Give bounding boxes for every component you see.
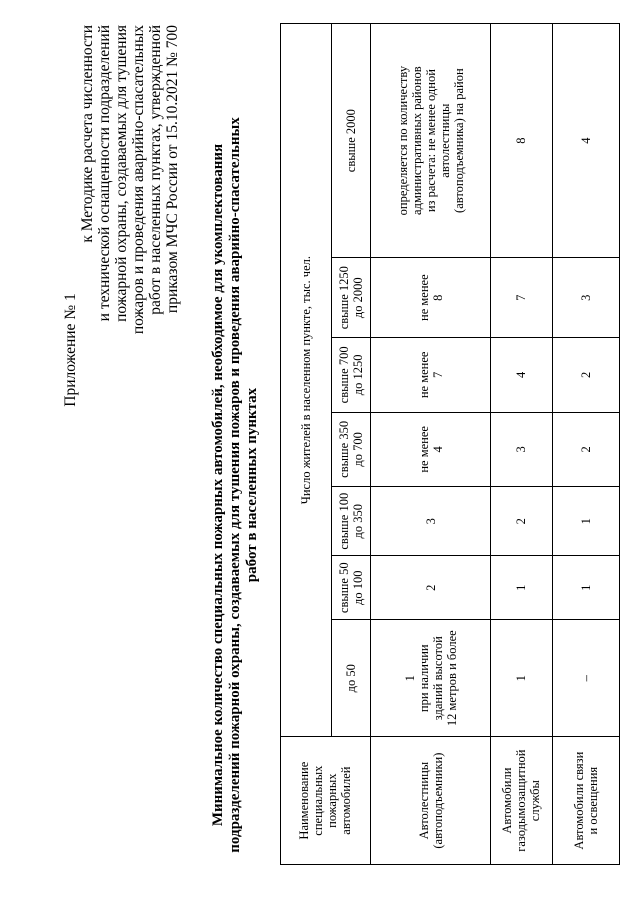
appendix-line: пожарной охраны, создаваемых для тушения bbox=[113, 25, 130, 322]
column-header: свыше 100 до 350 bbox=[332, 487, 371, 556]
table-cell: 7 bbox=[491, 258, 552, 338]
column-header: свыше 1250 до 2000 bbox=[332, 258, 371, 338]
table-cell: 2 bbox=[370, 556, 490, 620]
appendix-line: к Методике расчета численности bbox=[79, 25, 96, 243]
table-cell: 4 bbox=[491, 338, 552, 413]
row-name-cell: Автомобили связи и освещения bbox=[552, 737, 619, 865]
table-cell: 8 bbox=[491, 24, 552, 258]
vehicles-table bbox=[280, 23, 620, 865]
column-header: свыше 700 до 1250 bbox=[332, 338, 371, 413]
table-cell: 3 bbox=[370, 487, 490, 556]
appendix-line: пожаров и проведения аварийно-спасательных bbox=[130, 25, 147, 335]
name-column-header: Наименование специальных пожарных автомобилей bbox=[281, 737, 371, 865]
appendix-line: и технической оснащенности подразделений bbox=[96, 25, 113, 322]
table-header-row bbox=[281, 24, 332, 865]
table-cell: не менее 7 bbox=[370, 338, 490, 413]
column-header: свыше 350 до 700 bbox=[332, 412, 371, 487]
table-row bbox=[491, 24, 552, 865]
table-cell: 2 bbox=[552, 338, 619, 413]
table-cell: 4 bbox=[552, 24, 619, 258]
table-cell: 1 bbox=[552, 487, 619, 556]
table-cell: 2 bbox=[491, 487, 552, 556]
table-row bbox=[552, 24, 619, 865]
row-name-cell: Автолестницы (автоподъемники) bbox=[370, 737, 490, 865]
title-line: Минимальное количество специальных пожарных автомобилей, необходимое для укомплектования bbox=[210, 143, 226, 827]
document-title bbox=[210, 100, 261, 870]
title-line: подразделений пожарной охраны, создаваемых для тушения пожаров и проведения аварийно-спасательных bbox=[227, 117, 243, 853]
appendix-number: Приложение № 1 bbox=[62, 293, 79, 407]
population-group-header: Число жителей в населенном пункте, тыс. чел. bbox=[281, 24, 332, 737]
table-cell: не менее 8 bbox=[370, 258, 490, 338]
table-cell: 3 bbox=[491, 412, 552, 487]
appendix-header bbox=[62, 25, 181, 525]
column-header: до 50 bbox=[332, 620, 371, 737]
table-cell: – bbox=[552, 620, 619, 737]
title-line: работ в населенных пунктах bbox=[244, 387, 260, 583]
table-cell: 1 bbox=[491, 620, 552, 737]
appendix-line: работ в населенных пунктах, утвержденной bbox=[147, 25, 164, 315]
table-cell: 1 при наличии зданий высотой 12 метров и более bbox=[370, 620, 490, 737]
table-row bbox=[370, 24, 490, 865]
table-cell: 2 bbox=[552, 412, 619, 487]
appendix-line: приказом МЧС России от 15.10.2021 № 700 bbox=[164, 25, 181, 314]
table-cell: не менее 4 bbox=[370, 412, 490, 487]
column-header: свыше 50 до 100 bbox=[332, 556, 371, 620]
column-header: свыше 2000 bbox=[332, 24, 371, 258]
table-cell: 1 bbox=[491, 556, 552, 620]
row-name-cell: Автомобили газодымозащитной службы bbox=[491, 737, 552, 865]
table-cell: определяется по количеству административных районов из расчета: не менее одной автолестницы (автоподъемника) на район bbox=[370, 24, 490, 258]
table-cell: 1 bbox=[552, 556, 619, 620]
table-cell: 3 bbox=[552, 258, 619, 338]
